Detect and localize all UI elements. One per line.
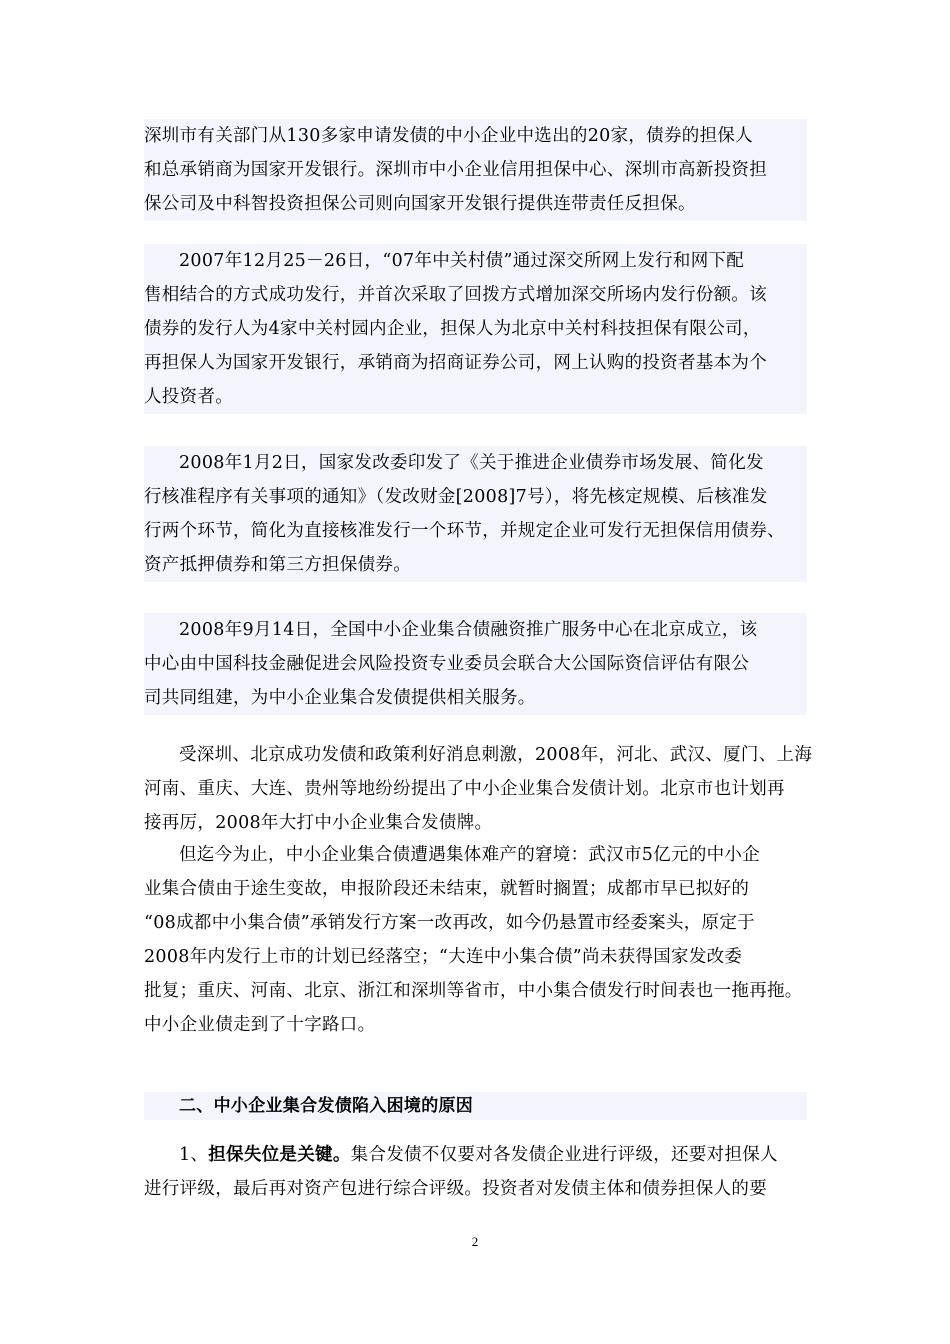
- text-line: 2007年12月25－26日，“07年中关村债”通过深交所网上发行和网下配: [179, 251, 745, 271]
- text-line: 保公司及中科智投资担保公司则向国家开发银行提供连带责任反担保。: [144, 194, 696, 214]
- text-line: 中心由中国科技金融促进会风险投资专业委员会联合大公国际资信评估有限公: [144, 654, 750, 674]
- text-line: 接再厉，2008年大打中小企业集合发债牌。: [144, 813, 493, 833]
- paragraph-service-center: [144, 613, 807, 715]
- text-line: 批复；重庆、河南、北京、浙江和深圳等省市，中小集合债发行时间表也一拖再拖。: [144, 981, 803, 1001]
- text-line: 人投资者。: [144, 387, 233, 407]
- text-line: 进行评级，最后再对资产包进行综合评级。投资者对发债主体和债券担保人的要: [144, 1179, 767, 1199]
- text-line: 受深圳、北京成功发债和政策利好消息刺激，2008年，河北、武汉、厦门、上海: [179, 745, 813, 765]
- text-line: 再担保人为国家开发银行，承销商为招商证券公司，网上认购的投资者基本为个: [144, 353, 767, 373]
- text-line: 深圳市有关部门从130多家申请发债的中小企业中选出的20家，债券的担保人: [144, 126, 753, 146]
- item-number: 1、: [179, 1145, 209, 1165]
- text-line: [144, 1138, 807, 1172]
- page-number: 2: [471, 1234, 479, 1249]
- paragraph-zhongguancun-bond: [144, 244, 807, 414]
- paragraph-shenzhen-guarantee: [144, 119, 807, 221]
- text-line: 售相结合的方式成功发行，并首次采取了回拨方式增加深交所场内发行份额。该: [144, 285, 767, 305]
- text-line: 河南、重庆、大连、贵州等地纷纷提出了中小企业集合发债计划。北京市也计划再: [144, 779, 785, 799]
- paragraph-regional-plans: [144, 738, 813, 840]
- text-line: 和总承销商为国家开发银行。深圳市中小企业信用担保中心、深圳市高新投资担: [144, 160, 767, 180]
- text-line: 2008年9月14日，全国中小企业集合债融资推广服务中心在北京成立，该: [179, 620, 758, 640]
- text-line: 2008年内发行上市的计划已经落空；“大连中小集合债”尚未获得国家发改委: [144, 947, 743, 967]
- text-line: 行两个环节，简化为直接核准发行一个环节，并规定企业可发行无担保信用债券、: [144, 521, 785, 541]
- text-line: 但迄今为止，中小企业集合债遭遇集体难产的窘境：武汉市5亿元的中小企: [179, 845, 761, 865]
- text-line: “08成都中小集合债”承销发行方案一改再改，如今仍悬置市经委案头，原定于: [144, 913, 755, 933]
- paragraph-ndrc-notice: [144, 446, 807, 582]
- text-line: 中小企业债走到了十字路口。: [144, 1015, 376, 1035]
- paragraph-guarantee-issue: [144, 1138, 807, 1206]
- text-line: 债券的发行人为4家中关村园内企业，担保人为北京中关村科技担保有限公司，: [144, 319, 761, 339]
- section-heading-block: [144, 1092, 807, 1120]
- text-line: 行核准程序有关事项的通知》（发改财金[2008]7号），将先核定规模、后核准发: [144, 487, 768, 507]
- text-line: 2008年1月2日，国家发改委印发了《关于推进企业债券市场发展、简化发: [179, 453, 764, 473]
- section-heading: 二、中小企业集合发债陷入困境的原因: [179, 1096, 474, 1116]
- text-line: 司共同组建，为中小企业集合发债提供相关服务。: [144, 688, 536, 708]
- text-line: 资产抵押债券和第三方担保债券。: [144, 555, 411, 575]
- paragraph-difficulties: [144, 838, 807, 1042]
- lead-rest: 集合发债不仅要对各发债企业进行评级，还要对担保人: [350, 1145, 778, 1165]
- bold-lead: 担保失位是关键。: [208, 1145, 351, 1165]
- text-line: 业集合债由于途生变故，申报阶段还未结束，就暂时搁置；成都市早已拟好的: [144, 879, 750, 899]
